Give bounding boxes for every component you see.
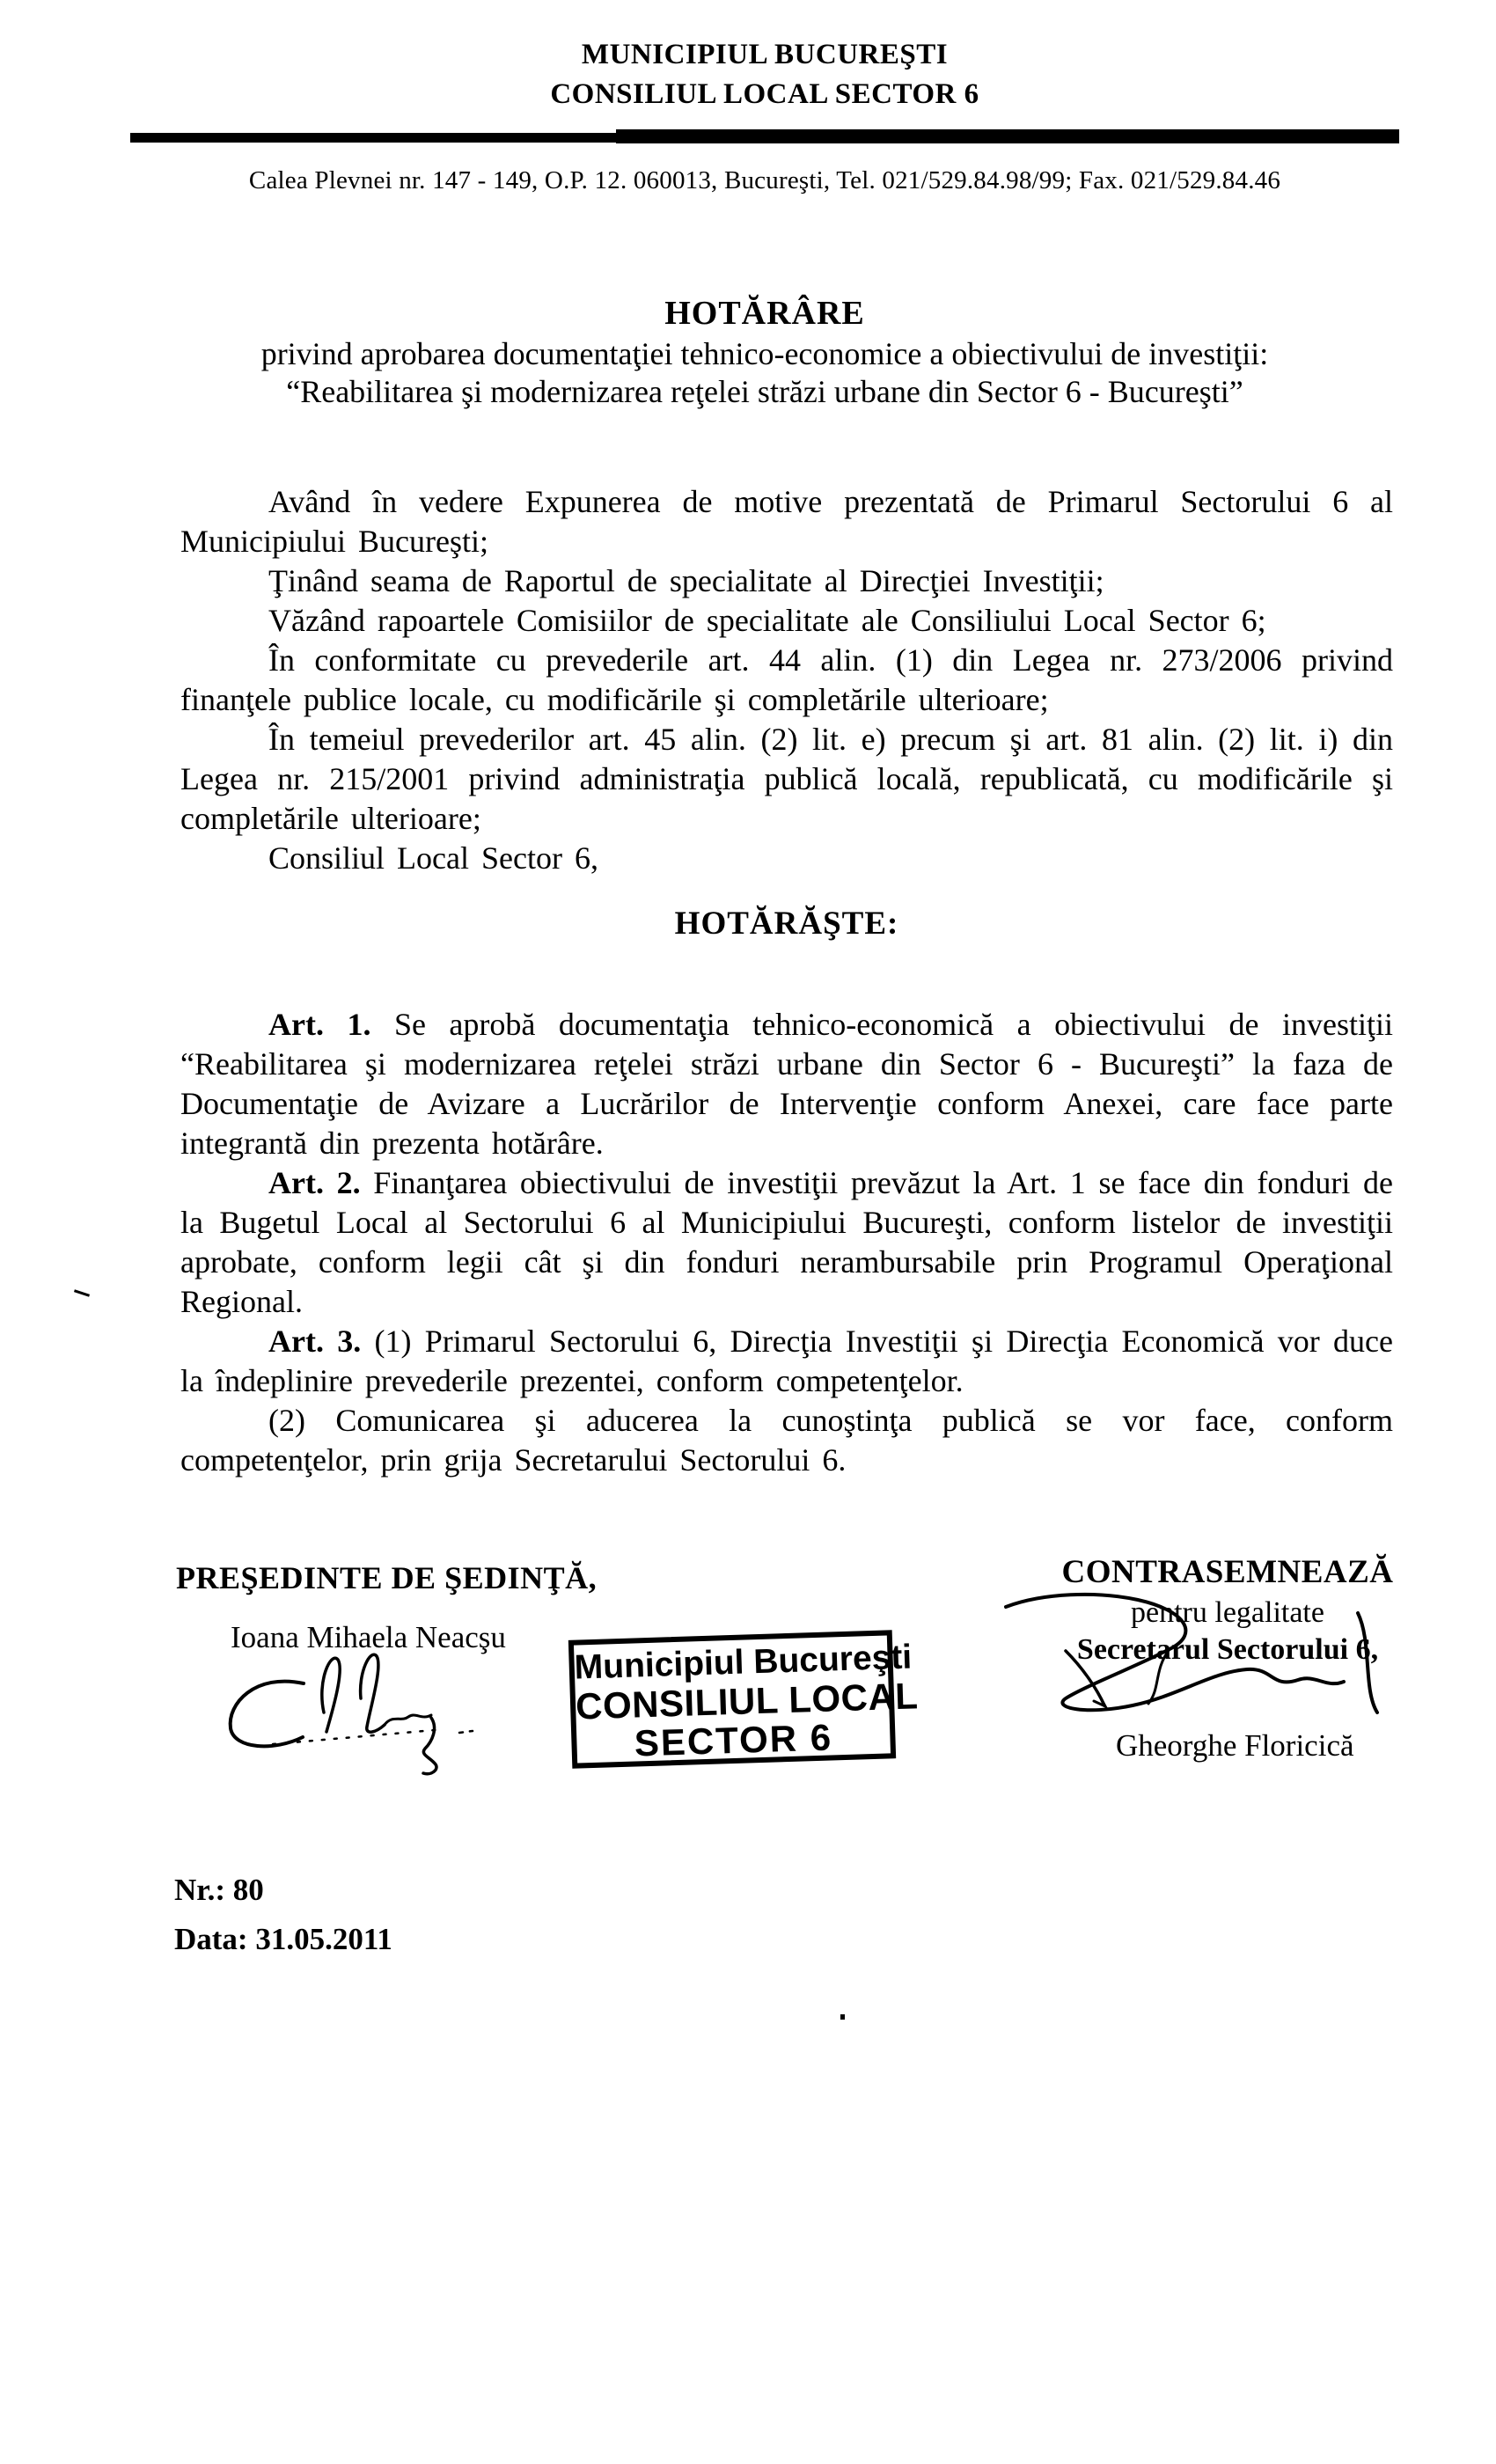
decision-date: Data: 31.05.2011	[174, 1922, 392, 1956]
council-stamp	[568, 1630, 920, 1768]
decree-heading: HOTĂRĂŞTE:	[674, 906, 899, 942]
president-title: PREŞEDINTE DE ŞEDINŢĂ,	[176, 1560, 598, 1595]
preamble-paragraph: Ţinând seama de Raportul de specialitate al Direcţiei Investiţii;	[268, 563, 1104, 598]
president-signature	[220, 1644, 493, 1785]
header-address: Calea Plevnei nr. 147 - 149, O.P. 12. 060013, Bucureşti, Tel. 021/529.84.98/99; Fax. 021/529.84.46	[248, 166, 1281, 194]
decision-number: Nr.: 80	[174, 1873, 264, 1907]
decision-title: HOTĂRÂRE	[664, 295, 865, 332]
article-text: (1) Primarul Sectorului 6, Direcţia Investiţii şi Direcţia Economică vor duce la îndeplinire prevederile prezentei, conform competenţelor.	[180, 1324, 1393, 1398]
preamble-paragraph: Având în vedere Expunerea de motive prezentată de Primarul Sectorului 6 al Municipiului Bucureşti;	[180, 484, 1393, 559]
stamp-line-2: CONSILIUL LOCAL	[575, 1675, 920, 1727]
article-text: (2) Comunicarea şi aducerea la cunoştinţa publică se vor face, conform competenţelor, prin grija Secretarului Sectorului 6.	[180, 1403, 1393, 1478]
secretary-role: Secretarul Sectorului 6,	[1076, 1633, 1379, 1666]
decision-subtitle-1: privind aprobarea documentaţiei tehnico-economice a obiectivului de investiţii:	[260, 336, 1269, 371]
preamble-paragraph: În conformitate cu prevederile art. 44 alin. (1) din Legea nr. 273/2006 privind finanţele publice locale, cu modificările şi completările ulterioare;	[180, 642, 1393, 717]
article-label: Art. 3.	[268, 1324, 362, 1359]
article-paragraph	[180, 1401, 1393, 1480]
decision-subtitle-2: “Reabilitarea şi modernizarea reţelei străzi urbane din Sector 6 - Bucureşti”	[286, 374, 1243, 409]
article-label: Art. 2.	[268, 1165, 361, 1200]
article-label: Art. 1.	[268, 1007, 371, 1042]
header-org-line1: MUNICIPIUL BUCUREŞTI	[581, 39, 949, 70]
scan-artifact-dash	[74, 1289, 90, 1296]
article-paragraph	[180, 1322, 1393, 1401]
preamble-paragraph: În temeiul prevederilor art. 45 alin. (2) lit. e) precum şi art. 81 alin. (2) lit. i) din Legea nr. 215/2001 privind administraţia publică locală, republicată, cu modificările şi completările ulterioare;	[180, 722, 1393, 836]
preamble-paragraph: Consiliul Local Sector 6,	[268, 840, 598, 876]
header-divider-overlay	[616, 129, 1399, 143]
article-paragraph	[180, 1005, 1393, 1163]
countersign-title: CONTRASEMNEAZĂ	[1061, 1554, 1394, 1590]
scan-artifact-dot	[840, 2014, 845, 2020]
articles-section	[180, 1005, 1393, 1480]
article-paragraph	[180, 1163, 1393, 1322]
preamble-section	[180, 482, 1393, 878]
article-text: Se aprobă documentaţia tehnico-economică a obiectivului de investiţii “Reabilitarea şi modernizarea reţelei străzi urbane din Sector 6 - Bucureşti” la faza de Documentaţie de Avizare a Lucrărilor de Intervenţie conform Anexei, care face parte integrantă din prezenta hotărâre.	[180, 1007, 1393, 1161]
countersign-subtitle: pentru legalitate	[1131, 1596, 1324, 1629]
article-text: Finanţarea obiectivului de investiţii prevăzut la Art. 1 se face din fonduri de la Bugetul Local al Sectorului 6 al Municipiului Bucureşti, conform listelor de investiţii aprobate, conform legii cât şi din fonduri nerambursabile prin Programul Operaţional Regional.	[180, 1165, 1393, 1319]
president-name: Ioana Mihaela Neacşu	[231, 1620, 506, 1654]
preamble-paragraph: Văzând rapoartele Comisiilor de specialitate ale Consiliului Local Sector 6;	[268, 603, 1266, 638]
stamp-line-1: Municipiul Bucureşti	[574, 1638, 913, 1687]
header-org-line2: CONSILIUL LOCAL SECTOR 6	[550, 78, 979, 110]
secretary-name: Gheorghe Floricică	[1116, 1728, 1354, 1763]
stamp-line-3: SECTOR 6	[634, 1716, 833, 1764]
secretary-signature	[981, 1565, 1395, 1749]
